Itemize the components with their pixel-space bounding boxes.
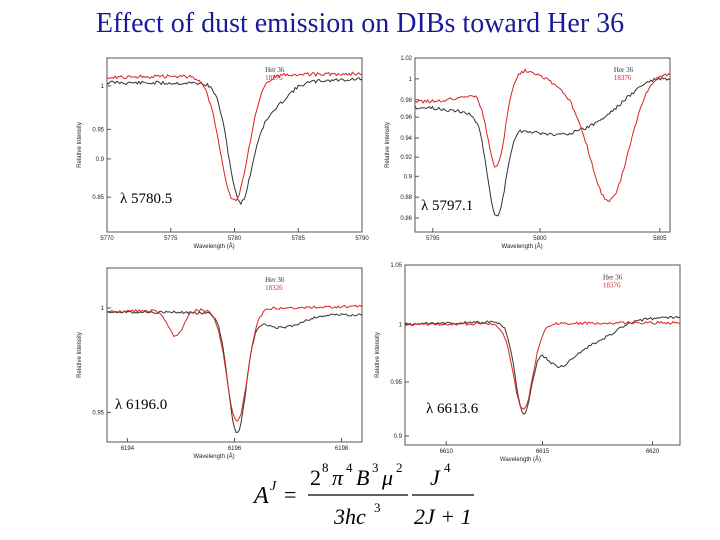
x-tick-label: 6615 [535,449,550,455]
y-axis-label: Relative Intensity [77,332,83,378]
y-tick-label: 0.95 [92,410,104,417]
eq-equals: = [284,482,297,507]
spectrum-panel-6613 [375,260,680,463]
spectrum-her36 [405,317,680,415]
legend-her36: Her 36 [603,273,623,282]
legend-comparison: 18376 [613,73,632,82]
spectrum-comparison [415,69,670,201]
y-tick-label: 0.96 [400,115,412,122]
y-tick-label: 0.94 [400,136,412,143]
legend-her36: Her 36 [613,65,634,74]
spectrum-her36 [107,311,362,433]
eq-den1-sup: 3 [374,500,381,515]
eq-den2: 2J + 1 [414,504,472,529]
slide-title: Effect of dust emission on DIBs toward Her 36 [95,8,625,39]
x-tick-label: 5790 [355,236,369,242]
x-tick-label: 6198 [334,446,349,452]
x-axis-label: Wavelength (Å) [499,457,542,463]
spectrum-plot-6196 [72,260,372,460]
spectrum-plot-6613 [375,260,680,463]
y-tick-label: 0.9 [393,434,402,440]
eq-num1-c-sup: 3 [372,460,379,475]
y-tick-label: 0.98 [400,97,412,104]
x-tick-label: 6610 [439,449,453,455]
spectrum-comparison [405,321,680,409]
eq-den1: 3hc [334,504,366,529]
legend-comparison: 18326 [265,283,283,292]
eq-num1-c: B [356,465,370,490]
legend-her36: Her 36 [265,65,285,74]
x-tick-label: 5775 [164,236,178,242]
x-axis-label: Wavelength (Å) [501,244,543,250]
x-tick-label: 5780 [227,236,242,242]
y-tick-label: 1.05 [390,263,402,269]
y-tick-label: 0.85 [92,195,104,202]
x-tick-label: 5800 [533,236,547,242]
eq-num2: J [430,465,440,490]
eq-num1-d: μ [382,465,394,490]
legend-comparison: 18376 [603,281,621,290]
x-tick-label: 5805 [653,236,667,242]
x-tick-label: 6196 [227,446,242,452]
spectrum-plot-5780 [72,50,372,250]
y-tick-label: 1 [408,76,412,83]
x-tick-label: 5785 [291,236,305,242]
y-tick-label: 0.88 [400,195,412,202]
y-tick-label: 0.9 [95,156,104,163]
x-axis-label: Wavelength (Å) [193,454,235,460]
eq-num1-b: π [332,465,344,490]
eq-num1-a-sup: 8 [322,460,329,475]
y-axis-label: Relative Intensity [77,122,83,168]
legend-comparison: 18376 [265,73,283,82]
x-tick-label: 5770 [100,236,114,242]
y-tick-label: 0.92 [400,155,412,162]
spectrum-panel-5780 [72,50,372,250]
wavelength-label-5780: λ 5780.5 [117,191,175,208]
y-tick-label: 1 [100,83,104,90]
eq-num2-sup: 4 [444,460,451,475]
y-tick-label: 1 [398,322,402,329]
y-axis-label: Relative Intensity [385,122,391,168]
x-tick-label: 6194 [120,446,135,452]
spectrum-comparison [107,72,362,201]
y-tick-label: 1.02 [400,56,412,62]
wavelength-label-6196: λ 6196.0 [112,397,170,414]
eq-num1-b-sup: 4 [346,460,353,475]
x-axis-label: Wavelength (Å) [193,244,235,250]
y-tick-label: 0.95 [390,380,402,386]
equation [252,458,482,534]
y-tick-label: 1 [100,306,104,313]
legend-her36: Her 36 [265,275,285,284]
spectrum-panel-5797 [380,50,680,250]
x-tick-label: 6620 [645,449,660,455]
eq-num1-a: 2 [310,465,321,490]
eq-lhs: A [254,483,269,509]
eq-num1-d-sup: 2 [396,460,403,475]
spectrum-her36 [107,78,362,205]
x-tick-label: 5795 [426,236,440,242]
spectrum-her36 [415,78,670,216]
y-axis-label: Relative Intensity [375,332,381,378]
y-tick-label: 0.95 [92,127,104,134]
eq-lhs-sup: J [270,479,277,494]
spectrum-panel-6196 [72,260,372,460]
wavelength-label-6613: λ 6613.6 [423,401,481,418]
y-tick-label: 0.86 [400,216,412,223]
spectrum-plot-5797 [380,50,680,250]
wavelength-label-5797: λ 5797.1 [418,198,476,215]
y-tick-label: 0.9 [403,174,412,181]
